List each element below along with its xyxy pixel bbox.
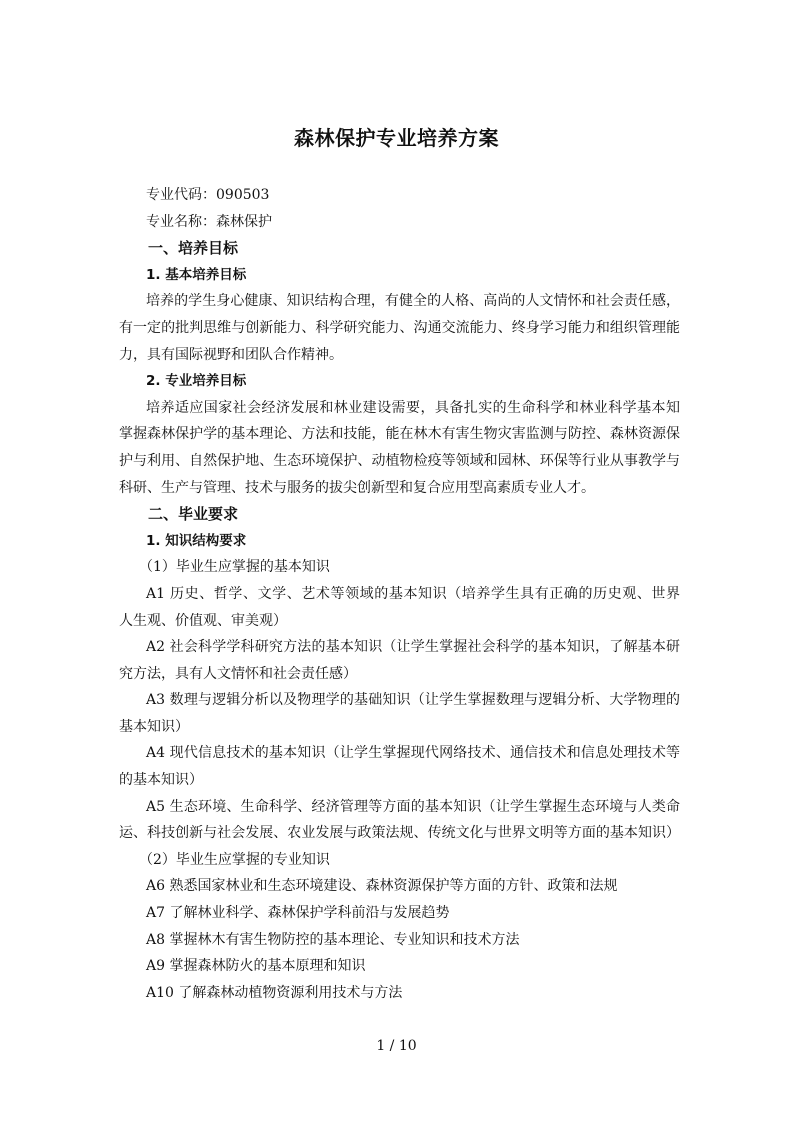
subheading-knowledge: 1. 知识结构要求 — [146, 532, 247, 549]
item-a1: A1 历史、哲学、文学、艺术等领域的基本知识（培养学生具有正确的历史观、世界 — [146, 585, 680, 602]
item-a3: A3 数理与逻辑分析以及物理学的基础知识（让学生掌握数理与逻辑分析、大学物理的 — [146, 692, 680, 709]
paragraph-line: 护与利用、自然保护地、生态环境保护、动植物检疫等领域和园林、环保等行业从事教学与 — [119, 452, 680, 469]
item-a2: A2 社会科学学科研究方法的基本知识（让学生掌握社会科学的基本知识，了解基本研 — [146, 639, 680, 656]
item-a9: A9 掌握森林防火的基本原理和知识 — [146, 958, 366, 975]
item-a5-cont: 运、科技创新与社会发展、农业发展与政策法规、传统文化与世界文明等方面的基本知识） — [119, 825, 680, 842]
paragraph-line: 掌握森林保护学的基本理论、方法和技能，能在林木有害生物灾害监测与防控、森林资源保 — [119, 426, 680, 443]
section-heading-goals: 一、培养目标 — [148, 239, 239, 258]
item-a4-cont: 的基本知识） — [119, 772, 203, 789]
subheading-professional-goals: 2. 专业培养目标 — [146, 373, 247, 390]
major-code: 专业代码：090503 — [146, 187, 270, 203]
item-a10: A10 了解森林动植物资源利用技术与方法 — [146, 984, 403, 1001]
paragraph-line: 有一定的批判思维与创新能力、科学研究能力、沟通交流能力、终身学习能力和组织管理能 — [119, 319, 680, 336]
subheading-basic-goals: 1. 基本培养目标 — [146, 266, 247, 283]
document-body — [119, 182, 680, 1006]
paragraph-line: 力，具有国际视野和团队合作精神。 — [119, 346, 343, 363]
page-number: 1 / 10 — [376, 1038, 417, 1054]
item-a4: A4 现代信息技术的基本知识（让学生掌握现代网络技术、通信技术和信息处理技术等 — [146, 745, 680, 762]
item-a6: A6 熟悉国家林业和生态环境建设、森林资源保护等方面的方针、政策和法规 — [146, 878, 618, 895]
item-a2-cont: 究方法，具有人文情怀和社会责任感） — [119, 665, 357, 682]
item-a5: A5 生态环境、生命科学、经济管理等方面的基本知识（让学生掌握生态环境与人类命 — [146, 798, 680, 815]
section-heading-requirements: 二、毕业要求 — [148, 505, 239, 524]
item-a8: A8 掌握林木有害生物防控的基本理论、专业知识和技术方法 — [146, 931, 520, 948]
major-name: 专业名称：森林保护 — [146, 213, 272, 230]
paragraph-line: 科研、生产与管理、技术与服务的拔尖创新型和复合应用型高素质专业人才。 — [119, 479, 595, 496]
paragraph-line: 培养适应国家社会经济发展和林业建设需要，具备扎实的生命科学和林业科学基本知 — [146, 399, 680, 416]
group-heading-professional: （2）毕业生应掌握的专业知识 — [139, 851, 330, 868]
document-title: 森林保护专业培养方案 — [294, 126, 499, 150]
item-a1-cont: 人生观、价值观、审美观） — [119, 612, 287, 629]
item-a3-cont: 基本知识） — [119, 718, 189, 735]
item-a7: A7 了解林业科学、森林保护学科前沿与发展趋势 — [146, 905, 450, 922]
paragraph-line: 培养的学生身心健康、知识结构合理，有健全的人格、高尚的人文情怀和社会责任感， — [146, 293, 680, 310]
group-heading-basic: （1）毕业生应掌握的基本知识 — [139, 559, 330, 576]
